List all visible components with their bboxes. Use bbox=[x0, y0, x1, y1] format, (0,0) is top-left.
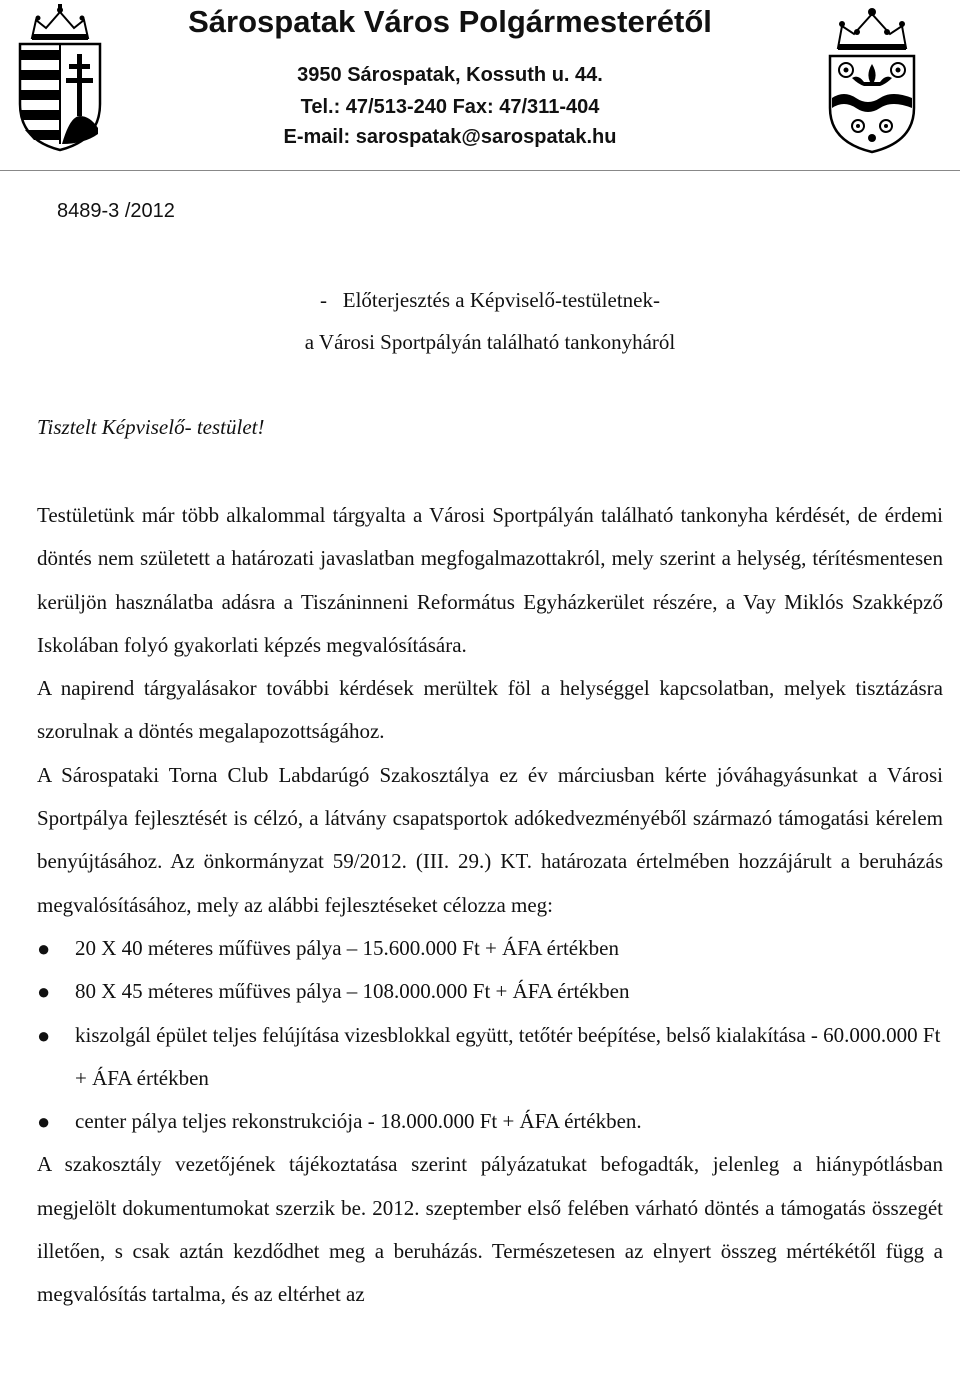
list-item-text: 80 X 45 méteres műfüves pálya – 108.000.000 Ft + ÁFA értékben bbox=[75, 979, 630, 1004]
list-item bbox=[37, 927, 943, 970]
header-address: 3950 Sárospatak, Kossuth u. 44. bbox=[297, 64, 603, 86]
body-paragraph: A napirend tárgyalásakor további kérdések merültek föl a helységgel kapcsolatban, melyek tisztázásra szorulnak a döntés megalapozottságához. bbox=[37, 676, 943, 744]
list-item-text: center pálya teljes rekonstrukciója - 18.000.000 Ft + ÁFA értékben. bbox=[75, 1109, 642, 1134]
sarospatak-town-coat-of-arms-icon bbox=[824, 4, 920, 154]
subject-line-2: a Városi Sportpályán található tankonyháról bbox=[304, 330, 676, 354]
salutation: Tisztelt Képviselő- testület! bbox=[37, 415, 265, 439]
bullet-icon: ● bbox=[37, 1022, 51, 1048]
bullet-icon: ● bbox=[37, 1109, 51, 1135]
body-paragraph: Testületünk már több alkalommal tárgyalta a Városi Sportpályán található tankonyha kérdését, de érdemi döntés nem született a határozati javaslatban megfogalmazottakról, mely szerint a helység, térítésmentesen kerüljön használatba adásra a Tiszáninneni Református Egyházkerület részére, a Vay Miklós Szakképző Iskolában folyó gyakorlati képzés megvalósítására. bbox=[37, 503, 943, 657]
list-item-text: 20 X 40 méteres műfüves pálya – 15.600.000 Ft + ÁFA értékben bbox=[75, 935, 619, 960]
document-body bbox=[37, 494, 943, 1317]
body-paragraph: A Sárospataki Torna Club Labdarúgó Szakosztálya ez év márciusban kérte jóváhagyásunkat a Városi Sportpálya fejlesztését is célzó, a látvány csapatsportok adókedvezményéből származó támogatási kérelem benyújtásához. Az önkormányzat 59/2012. (III. 29.) KT. határozata értelmében hozzájárult a beruházás megvalósításához, mely az alábbi fejlesztéseket célozza meg: bbox=[37, 762, 943, 917]
bullet-icon: ● bbox=[37, 935, 51, 961]
list-item bbox=[37, 1100, 943, 1143]
header-phone-fax: Tel.: 47/513-240 Fax: 47/311-404 bbox=[300, 96, 600, 118]
closing-paragraph: A szakosztály vezetőjének tájékoztatása szerint pályázatukat befogadták, jelenleg a hiánypótlásban megjelölt dokumentumokat szerzik be. 2012. szeptember első felében várható döntés a támogatás összegét illetően, s csak aztán kezdődhet meg a beruházás. Természetesen az elnyert összeg mértékétől függ a megvalósítás tartalma, és az eltérhet az bbox=[37, 1152, 943, 1307]
header-email: E-mail: sarospatak@sarospatak.hu bbox=[283, 126, 617, 148]
list-item-text: kiszolgál épület teljes felújítása vizesblokkal együtt, tetőtér beépítése, belső kialakítása - 60.000.000 Ft + ÁFA értékben bbox=[75, 1022, 941, 1090]
list-item bbox=[37, 1014, 943, 1101]
reference-number: 8489-3 /2012 bbox=[57, 200, 175, 222]
bullet-icon: ● bbox=[37, 979, 51, 1005]
list-item bbox=[37, 970, 943, 1013]
header-divider bbox=[0, 170, 960, 171]
document-header-title: Sárospatak Város Polgármesterétől bbox=[188, 4, 712, 39]
hungarian-coat-of-arms-icon bbox=[14, 4, 106, 152]
development-list bbox=[37, 927, 943, 1143]
subject-line-1: - Előterjesztés a Képviselő-testületnek- bbox=[320, 288, 660, 312]
